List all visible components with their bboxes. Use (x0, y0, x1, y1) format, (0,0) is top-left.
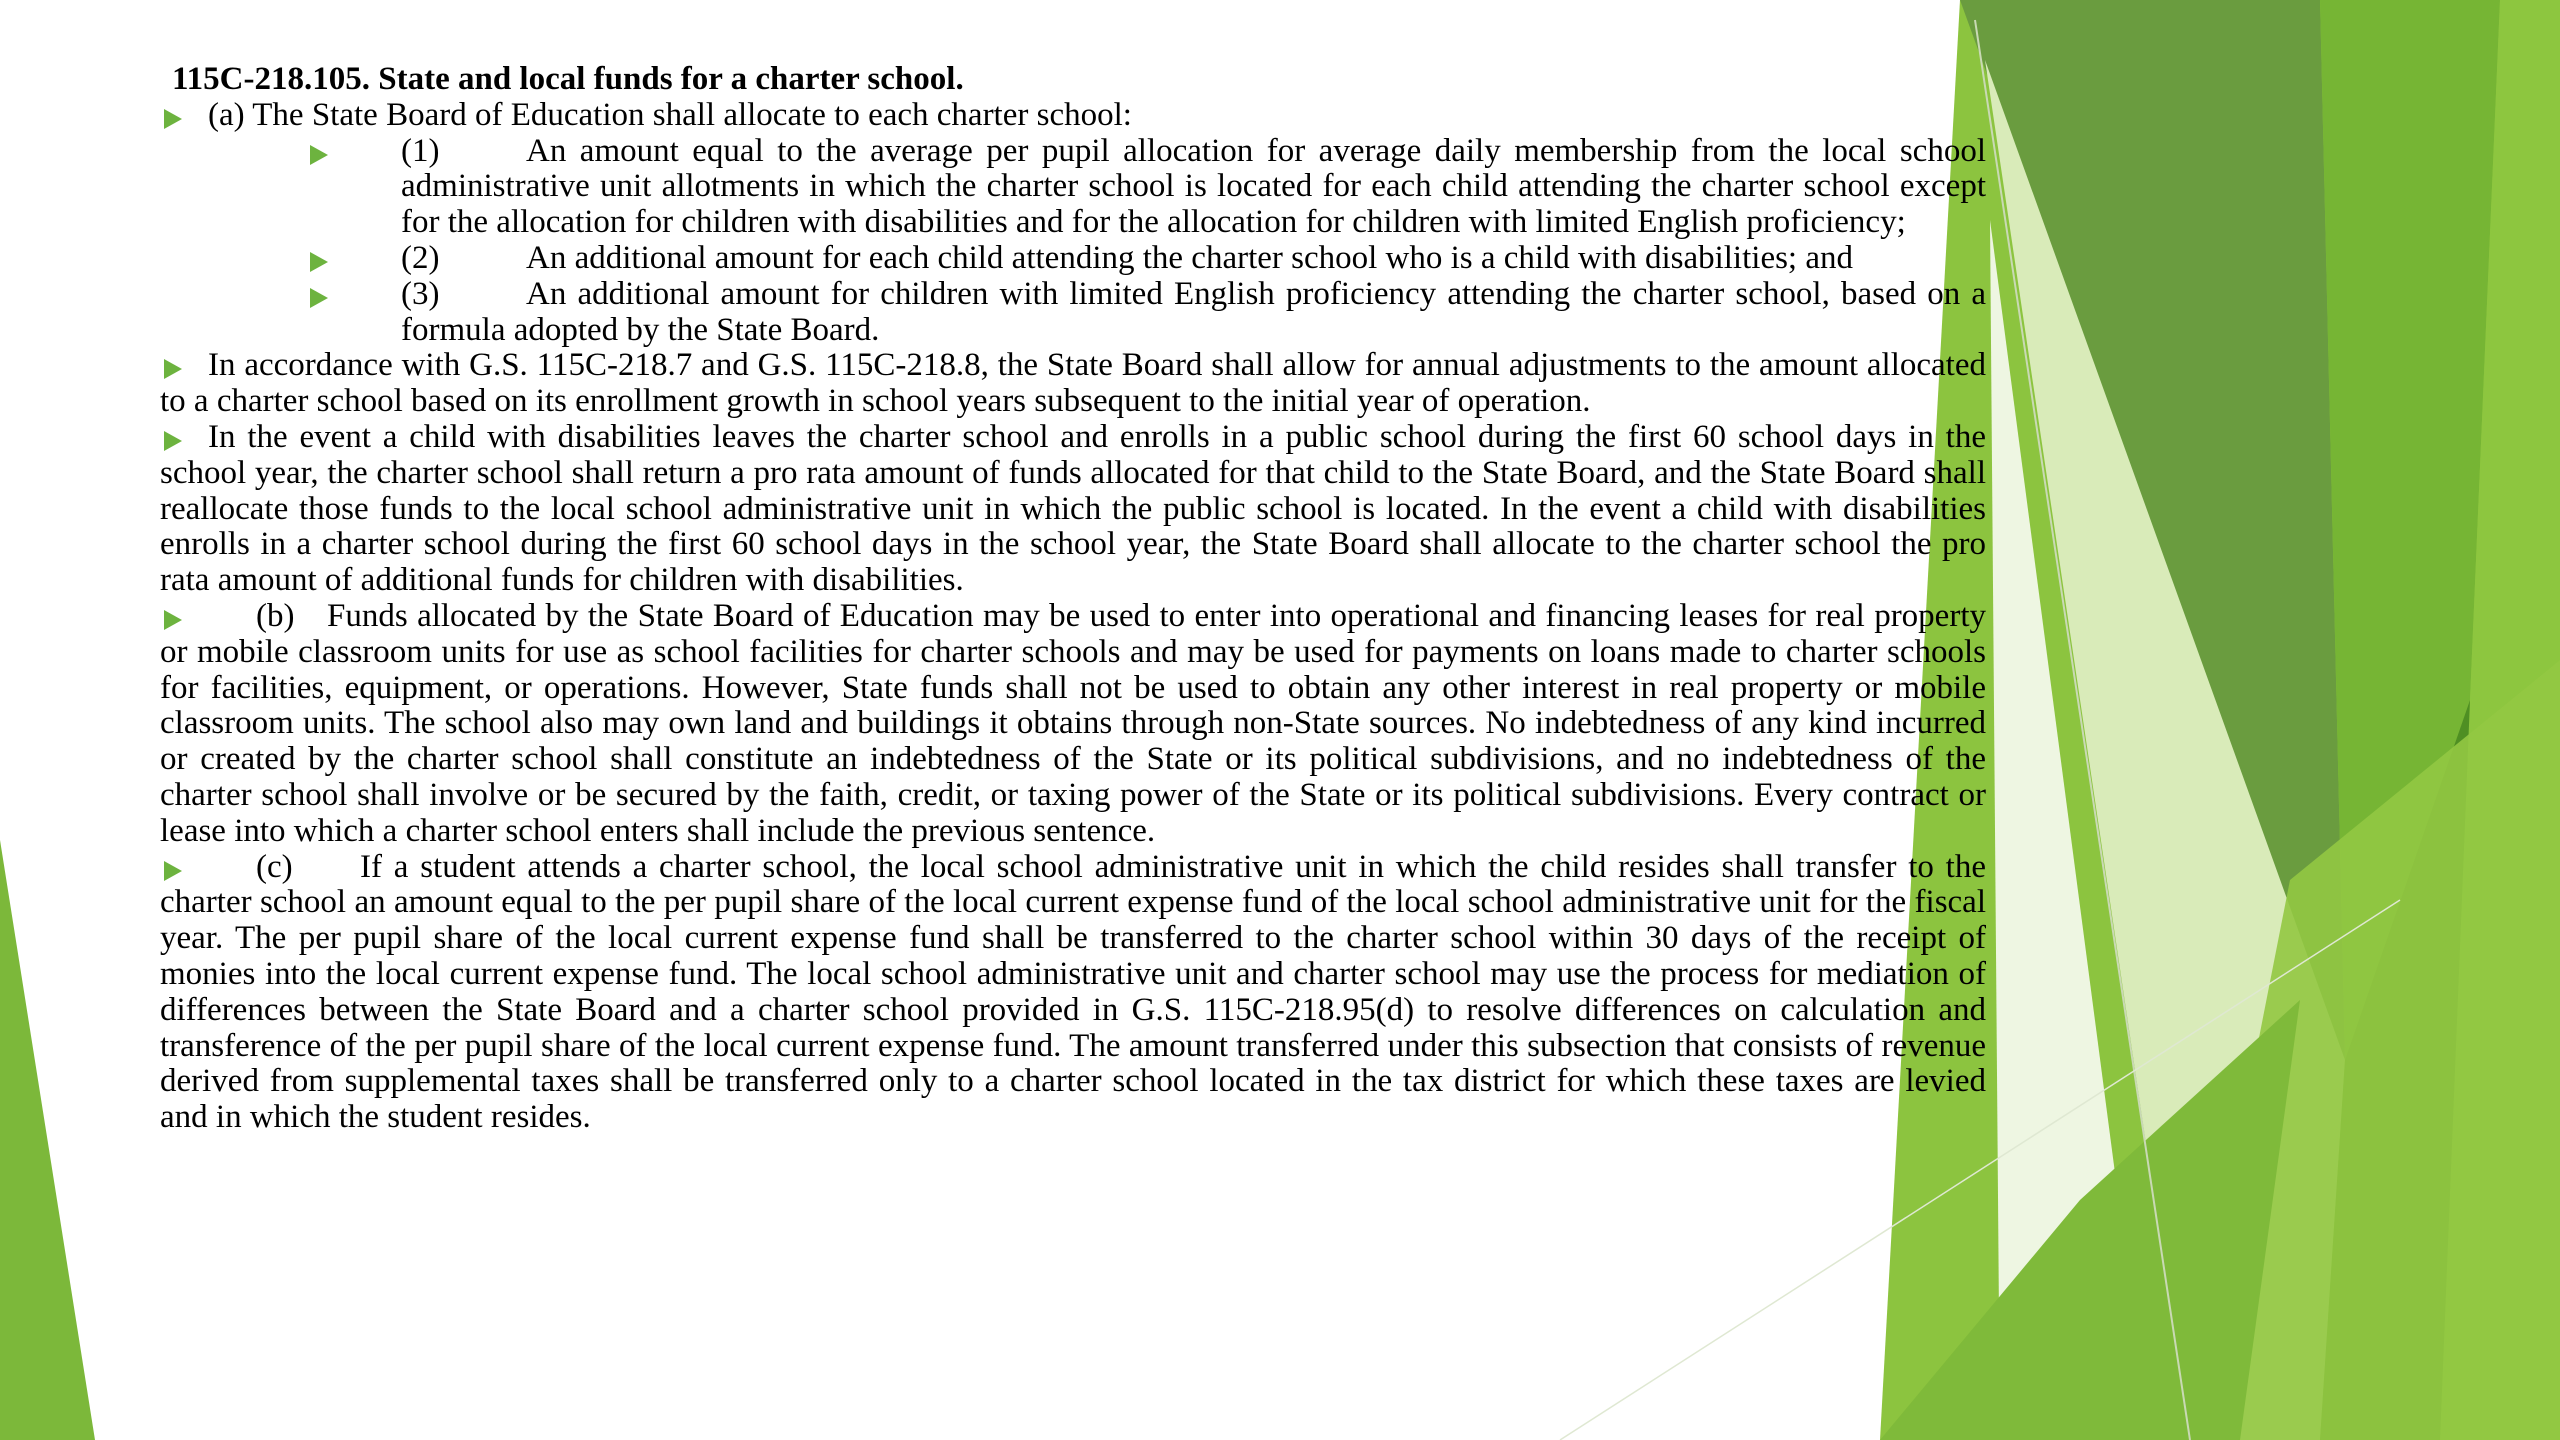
left-green-facet (0, 840, 95, 1440)
list-item-number: (3) (401, 275, 440, 312)
list-item-number: (2) (401, 239, 440, 276)
paragraph-adjustments (160, 348, 1986, 420)
list-item-text: An amount equal to the average per pupil allocation for average daily membership from the local school administrative unit allotments in which the charter school is located for each child attending the charter school except for the allocation for children with disabilities and for the allocation for children with limited English proficiency; (401, 132, 1986, 241)
paragraph-c-text: If a student attends a charter school, the local school administrative unit in which the child resides shall transfer to the charter school an amount equal to the per pupil share of the local current expense fund of the local school administrative unit for the fiscal year. The per pupil share of the local current expense fund shall be transferred to the charter school within 30 days of the receipt of monies into the local current expense fund. The local school administrative unit and charter school may use the process for mediation of differences between the State Board and a charter school provided in G.S. 115C-218.95(d) to resolve differences on calculation and transference of the per pupil share of the local current expense fund. The amount transferred under this subsection that consists of revenue derived from supplemental taxes shall be transferred only to a charter school located in the tax district for which these taxes are levied and in which the student resides. (160, 848, 1986, 1136)
slide-body (160, 62, 1986, 1136)
paragraph-b-text: Funds allocated by the State Board of Education may be used to enter into operational and financing leases for real property or mobile classroom units for use as school facilities for charter schools and may be used for payments on loans made to charter schools for facilities, equipment, or operations. However, State funds shall not be used to obtain any other interest in real property or mobile classroom units. The school also may own land and buildings it obtains through non-State sources. No indebtedness of any kind incurred or created by the charter school shall constitute an indebtedness of the State or its political subdivisions, and no indebtedness of the charter school shall involve or be secured by the faith, credit, or taxing power of the State or its political subdivisions. Every contract or lease into which a charter school enters shall include the previous sentence. (160, 597, 1986, 849)
bullet-arrow-icon (310, 288, 328, 308)
bullet-arrow-icon (164, 431, 182, 451)
paragraph-adjustments-text: In accordance with G.S. 115C-218.7 and G.S. 115C-218.8, the State Board shall allow for annual adjustments to the amount allocated to a charter school based on its enrollment growth in school years subsequent to the initial year of operation. (160, 347, 1986, 420)
paragraph-disabilities-text: In the event a child with disabilities leaves the charter school and enrolls in a public school during the first 60 school days in the school year, the charter school shall return a pro rata amount of funds allocated for that child to the State Board, and the State Board shall reallocate those funds to the local school administrative unit in which the public school is located. In the event a child with disabilities enrolls in a charter school during the first 60 school days in the school year, the State Board shall allocate to the charter school the pro rata amount of additional funds for children with disabilities. (160, 418, 1986, 599)
bullet-arrow-icon (164, 861, 182, 881)
list-item-1 (401, 134, 1986, 241)
paragraph-a-intro (160, 98, 1986, 134)
bullet-arrow-icon (164, 109, 182, 129)
paragraph-disabilities (160, 420, 1986, 599)
list-item-text: An additional amount for each child attending the charter school who is a child with disabilities; and (526, 239, 1853, 276)
list-item-3 (401, 277, 1986, 349)
list-item-number: (1) (401, 132, 440, 169)
section-heading: 115C-218.105. State and local funds for a charter school. (172, 61, 964, 97)
paragraph-c-label: (c) (256, 848, 293, 885)
bullet-arrow-icon (310, 145, 328, 165)
bullet-arrow-icon (310, 252, 328, 272)
paragraph-a-intro-text: (a) The State Board of Education shall allocate to each charter school: (208, 96, 1132, 133)
paragraph-b-label: (b) (256, 597, 295, 634)
list-item-2 (401, 241, 1986, 277)
bullet-arrow-icon (164, 610, 182, 630)
bullet-arrow-icon (164, 359, 182, 379)
paragraph-c (160, 850, 1986, 1136)
list-item-text: An additional amount for children with limited English proficiency attending the charter school, based on a formula adopted by the State Board. (401, 275, 1986, 348)
paragraph-b (160, 599, 1986, 850)
